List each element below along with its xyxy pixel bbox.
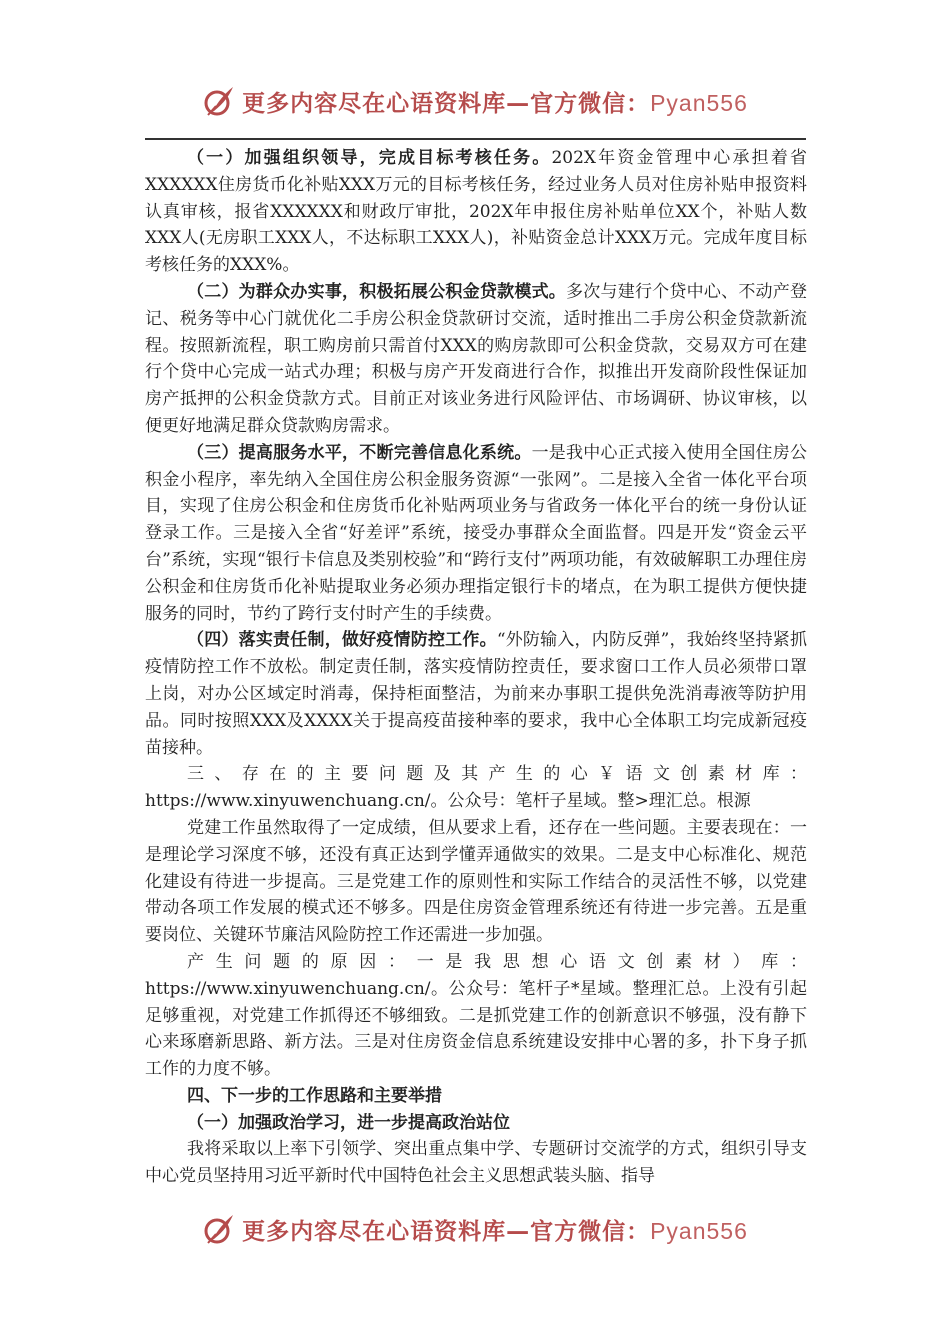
header-divider bbox=[145, 138, 806, 140]
footer-brand-label: 更多内容尽在心语资料库—官方微信： bbox=[242, 1218, 651, 1245]
paragraph-3 bbox=[145, 440, 807, 628]
subsection-1-heading: （一）加强政治学习，进一步提高政治站位 bbox=[187, 1112, 510, 1133]
feather-pen-logo-icon bbox=[202, 84, 236, 118]
paragraph-problems: 党建工作虽然取得了一定成绩，但从要求上看，还存在一些问题。主要表现在：一是理论学习深度不够，还没有真正达到学懂弄通做实的效果。二是支中心标准化、规范化建设有待进一步提高。三是党建工作的原则性和实际工作结合的灵活性不够，以党建带动各项工作发展的模式还不够多。四是住房资金管理系统还有待进一步完善。五是重要岗位、关键环节廉洁风险防控工作还需进一步加强。 bbox=[145, 817, 807, 946]
paragraph-2-heading: （二）为群众办实事，积极拓展公积金贷款模式。 bbox=[187, 281, 567, 302]
section-3-heading: 三、存在的主要问题及其产生的心￥语文创素材库：https://www.xinyuwenchuang.cn/。公众号：笔杆子星域。整>理汇总。根源 bbox=[145, 764, 807, 812]
header-banner bbox=[0, 76, 950, 126]
paragraph-causes: 产生问题的原因：一是我思想心语文创素材）库：https://www.xinyuwenchuang.cn/。公众号：笔杆子*星域。整理汇总。上没有引起足够重视，对党建工作抓得还不够细致。二是抓党建工作的创新意识不够强，没有静下心来琢磨新思路、新方法。三是对住房资金信息系统建设安排中心署的多，扑下身子抓工作的力度不够。 bbox=[145, 951, 807, 1080]
paragraph-3-heading: （三）提高服务水平，不断完善信息化系统。 bbox=[187, 442, 532, 463]
header-wechat-id: Pyan556 bbox=[650, 89, 748, 116]
paragraph-2-text: 多次与建行个贷中心、不动产登记、税务等中心门就优化二手房公积金贷款研讨交流，适时推出二手房公积金贷款新流程。按照新流程，职工购房前只需首付XXX的购房款即可公积金贷款，交易双方可在建行个贷中心完成一站式办理；积极与房产开发商进行合作，拟推出开发商阶段性保证加房产抵押的公积金贷款方式。目前正对该业务进行风险评估、市场调研、协议审核，以便更好地满足群众贷款购房需求。 bbox=[145, 281, 808, 436]
paragraph-4-text: “外防输入，内防反弹”，我始终坚持紧抓疫情防控工作不放松。制定责任制，落实疫情防控责任，要求窗口工作人员必须带口罩上岗，对办公区域定时消毒，保持柜面整洁，为前来办事职工提供免洗消毒液等防护用品。同时按照XXX及XXXX关于提高疫苗接种率的要求，我中心全体职工均完成新冠疫苗接种。 bbox=[145, 630, 807, 758]
paragraph-2 bbox=[145, 279, 807, 440]
footer-banner bbox=[0, 1204, 950, 1254]
paragraph-3-text: 一是我中心正式接入使用全国住房公积金小程序，率先纳入全国住房公积金服务资源“一张网”。二是接入全省一体化平台项目，实现了住房公积金和住房货币化补贴两项业务与省政务一体化平台的统一身份认证登录工作。三是接入全省“好差评”系统，接受办事群众全面监督。四是开发“资金云平台”系统，实现“银行卡信息及类别校验”和“跨行支付”两项功能，有效破解职工办理住房公积金和住房货币化补贴提取业务必须办理指定银行卡的堵点，在为职工提供方便快捷服务的同时，节约了跨行支付时产生的手续费。 bbox=[145, 442, 808, 624]
feather-pen-logo-icon bbox=[202, 1212, 236, 1246]
paragraph-4 bbox=[145, 627, 807, 761]
paragraph-1 bbox=[145, 145, 807, 279]
paragraph-4-heading: （四）落实责任制，做好疫情防控工作。 bbox=[187, 630, 497, 651]
paragraph-1-heading: （一）加强组织领导，完成目标考核任务。 bbox=[187, 148, 552, 168]
header-brand-text bbox=[242, 85, 748, 118]
section-4-heading: 四、下一步的工作思路和主要举措 bbox=[187, 1085, 442, 1106]
footer-wechat-id: Pyan556 bbox=[650, 1217, 748, 1244]
paragraph-study: 我将采取以上率下引领学、突出重点集中学、专题研讨交流学的方式，组织引导支中心党员坚持用习近平新时代中国特色社会主义思想武装头脑、指导 bbox=[145, 1139, 807, 1187]
paragraph-1-text: 202X年资金管理中心承担着省XXXXXX住房货币化补贴XXX万元的目标考核任务，经过业务人员对住房补贴申报资料认真审核，报省XXXXXX和财政厅审批，202X年申报住房补贴单位XX个，补贴人数XXX人(无房职工XXX人，不达标职工XXX人)，补贴资金总计XXX万元。完成年度目标考核任务的XXX%。 bbox=[145, 148, 807, 276]
document-body bbox=[145, 145, 807, 1190]
footer-brand-text bbox=[242, 1213, 748, 1246]
header-brand-label: 更多内容尽在心语资料库—官方微信： bbox=[242, 90, 651, 117]
